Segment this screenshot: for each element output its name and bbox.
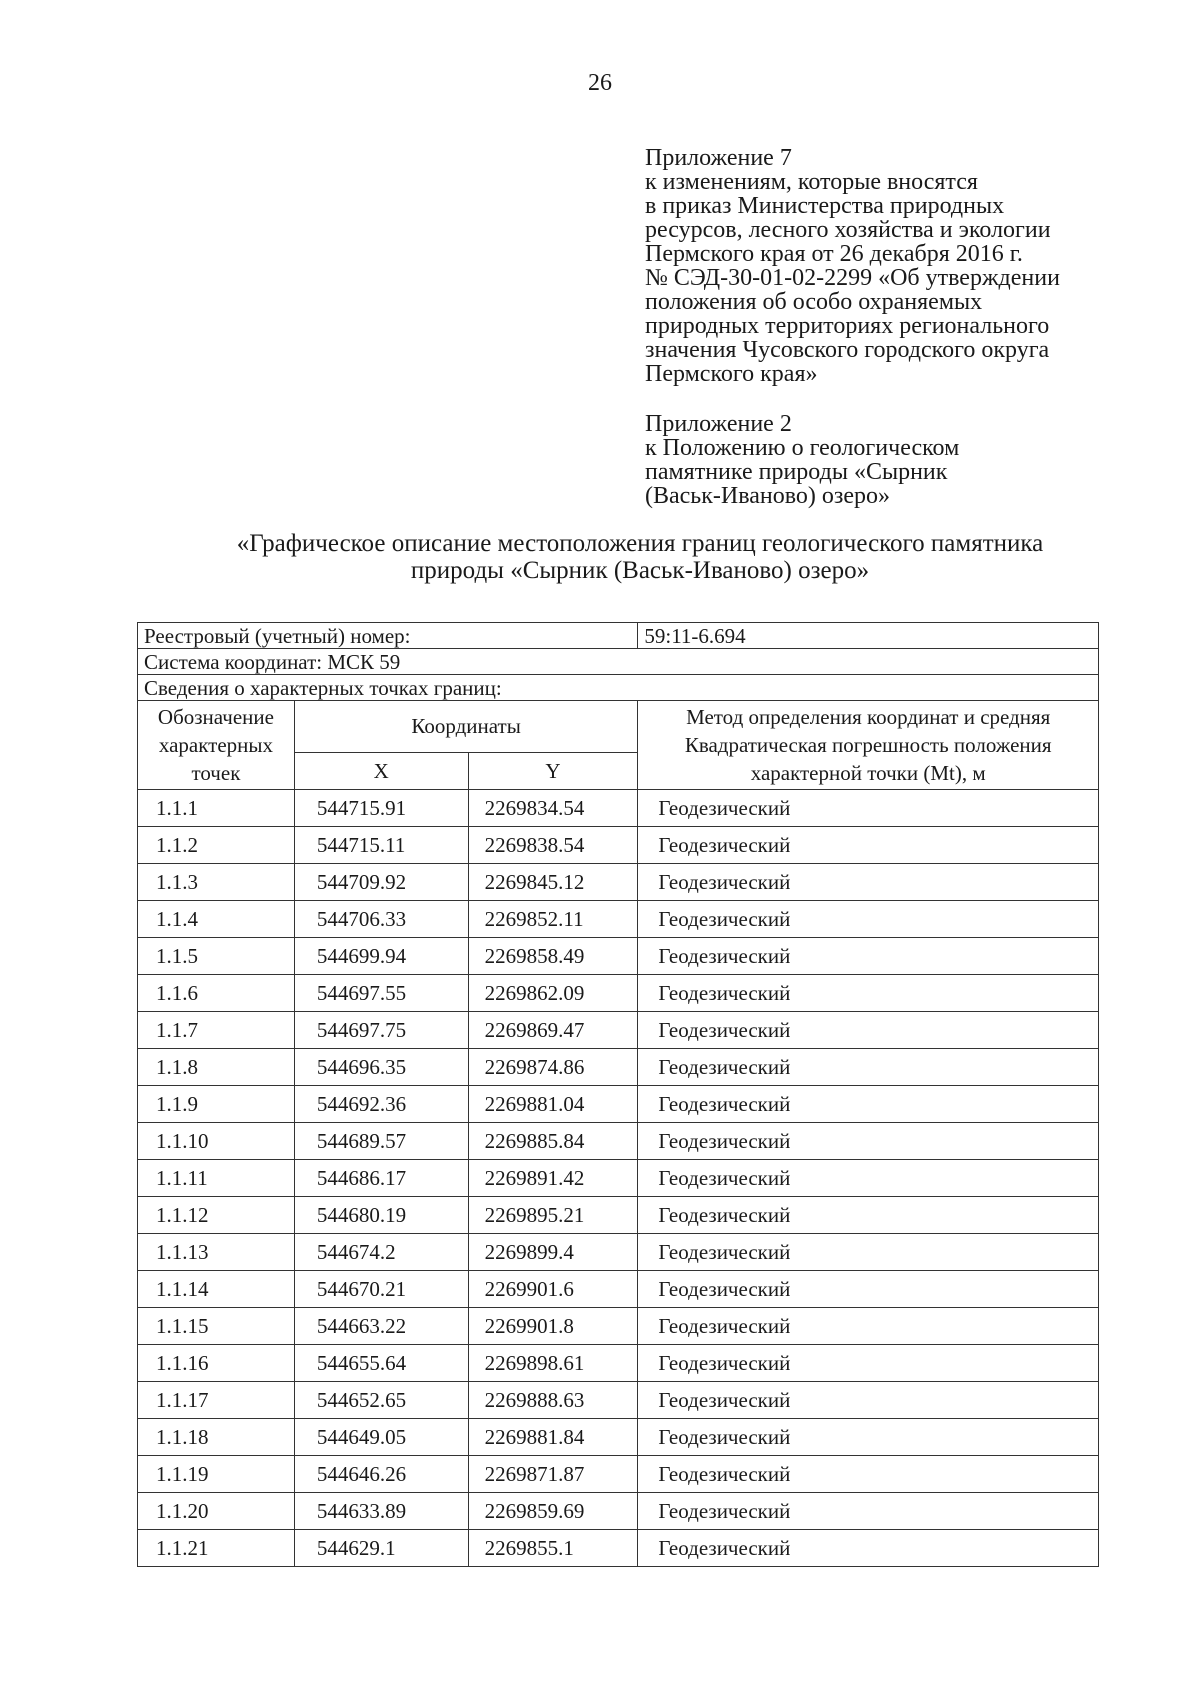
cell-point: 1.1.15	[138, 1308, 295, 1345]
cell-method: Геодезический	[638, 1493, 1099, 1530]
table-row	[138, 1345, 1099, 1382]
coord-system-row	[138, 649, 1099, 675]
col-header-method	[638, 701, 1099, 790]
annex-7-line: Приложение 7	[645, 145, 792, 171]
table-row	[138, 1456, 1099, 1493]
cell-y: 2269852.11	[468, 901, 638, 938]
cell-x: 544663.22	[294, 1308, 468, 1345]
annex-7-line: положения об особо охраняемых	[645, 289, 983, 315]
cell-x: 544649.05	[294, 1419, 468, 1456]
cell-method: Геодезический	[638, 864, 1099, 901]
table-row	[138, 1160, 1099, 1197]
cell-method: Геодезический	[638, 901, 1099, 938]
cell-method: Геодезический	[638, 827, 1099, 864]
cell-x: 544697.55	[294, 975, 468, 1012]
registry-value: 59:11-6.694	[638, 623, 1099, 649]
annex-7-line: Пермского края»	[645, 361, 818, 387]
table-row	[138, 1086, 1099, 1123]
cell-y: 2269859.69	[468, 1493, 638, 1530]
cell-x: 544670.21	[294, 1271, 468, 1308]
cell-point: 1.1.17	[138, 1382, 295, 1419]
cell-point: 1.1.2	[138, 827, 295, 864]
col-header-x: X	[294, 753, 468, 790]
cell-point: 1.1.8	[138, 1049, 295, 1086]
table-row	[138, 790, 1099, 827]
cell-y: 2269834.54	[468, 790, 638, 827]
annex-2-line: Приложение 2	[645, 411, 792, 437]
cell-x: 544709.92	[294, 864, 468, 901]
cell-point: 1.1.13	[138, 1234, 295, 1271]
col-header-y: Y	[468, 753, 638, 790]
cell-point: 1.1.18	[138, 1419, 295, 1456]
cell-y: 2269869.47	[468, 1012, 638, 1049]
cell-point: 1.1.16	[138, 1345, 295, 1382]
cell-y: 2269838.54	[468, 827, 638, 864]
annex-7-line: ресурсов, лесного хозяйства и экологии	[645, 217, 1051, 243]
table-row	[138, 1419, 1099, 1456]
table-row	[138, 864, 1099, 901]
cell-y: 2269845.12	[468, 864, 638, 901]
cell-y: 2269885.84	[468, 1123, 638, 1160]
cell-x: 544655.64	[294, 1345, 468, 1382]
cell-point: 1.1.20	[138, 1493, 295, 1530]
table-row	[138, 827, 1099, 864]
cell-method: Геодезический	[638, 1086, 1099, 1123]
cell-x: 544715.11	[294, 827, 468, 864]
col-header-point-line: характерных	[158, 733, 273, 757]
cell-point: 1.1.10	[138, 1123, 295, 1160]
cell-x: 544674.2	[294, 1234, 468, 1271]
registry-label: Реестровый (учетный) номер:	[138, 623, 638, 649]
table-row	[138, 1493, 1099, 1530]
col-header-point	[138, 701, 295, 790]
cell-y: 2269888.63	[468, 1382, 638, 1419]
cell-x: 544706.33	[294, 901, 468, 938]
table-row	[138, 1234, 1099, 1271]
cell-x: 544692.36	[294, 1086, 468, 1123]
cell-y: 2269855.1	[468, 1530, 638, 1567]
cell-point: 1.1.4	[138, 901, 295, 938]
table-row	[138, 938, 1099, 975]
col-header-method-line: Метод определения координат и средняя	[686, 705, 1051, 729]
cell-method: Геодезический	[638, 1308, 1099, 1345]
cell-point: 1.1.19	[138, 1456, 295, 1493]
cell-point: 1.1.11	[138, 1160, 295, 1197]
cell-y: 2269901.8	[468, 1308, 638, 1345]
cell-y: 2269858.49	[468, 938, 638, 975]
cell-y: 2269881.04	[468, 1086, 638, 1123]
table-body	[138, 790, 1099, 1567]
cell-method: Геодезический	[638, 975, 1099, 1012]
cell-point: 1.1.21	[138, 1530, 295, 1567]
annex-7-block	[645, 146, 1165, 386]
cell-point: 1.1.14	[138, 1271, 295, 1308]
document-title-line: природы «Сырник (Васьк-Иваново) озеро»	[410, 557, 870, 584]
cell-method: Геодезический	[638, 1160, 1099, 1197]
table-row	[138, 1382, 1099, 1419]
cell-y: 2269898.61	[468, 1345, 638, 1382]
cell-x: 544697.75	[294, 1012, 468, 1049]
cell-x: 544680.19	[294, 1197, 468, 1234]
annex-7-line: Пермского края от 26 декабря 2016 г.	[645, 241, 1023, 267]
cell-x: 544699.94	[294, 938, 468, 975]
registry-row	[138, 623, 1099, 649]
points-info: Сведения о характерных точках границ:	[138, 675, 1099, 701]
cell-method: Геодезический	[638, 1197, 1099, 1234]
cell-method: Геодезический	[638, 1345, 1099, 1382]
cell-method: Геодезический	[638, 938, 1099, 975]
cell-point: 1.1.12	[138, 1197, 295, 1234]
cell-point: 1.1.5	[138, 938, 295, 975]
cell-y: 2269871.87	[468, 1456, 638, 1493]
cell-method: Геодезический	[638, 1419, 1099, 1456]
col-header-point-line: Обозначение	[157, 705, 274, 729]
cell-x: 544633.89	[294, 1493, 468, 1530]
cell-x: 544689.57	[294, 1123, 468, 1160]
cell-y: 2269899.4	[468, 1234, 638, 1271]
page-number: 26	[588, 70, 612, 96]
cell-x: 544629.1	[294, 1530, 468, 1567]
document-title-line: «Графическое описание местоположения границ геологического памятника	[236, 530, 1044, 557]
cell-point: 1.1.6	[138, 975, 295, 1012]
col-header-method-line: характерной точки (Mt), м	[750, 761, 986, 785]
annex-2-line: (Васьк-Иваново) озеро»	[645, 483, 891, 509]
cell-point: 1.1.3	[138, 864, 295, 901]
col-header-coords: Координаты	[294, 701, 638, 753]
cell-y: 2269862.09	[468, 975, 638, 1012]
table-row	[138, 1123, 1099, 1160]
cell-method: Геодезический	[638, 1382, 1099, 1419]
table-row	[138, 1012, 1099, 1049]
cell-x: 544696.35	[294, 1049, 468, 1086]
cell-x: 544646.26	[294, 1456, 468, 1493]
col-header-method-line: Квадратическая погрешность положения	[684, 733, 1052, 757]
coord-system: Система координат: МСК 59	[138, 649, 1099, 675]
cell-x: 544652.65	[294, 1382, 468, 1419]
cell-method: Геодезический	[638, 1123, 1099, 1160]
table-row	[138, 975, 1099, 1012]
table-row	[138, 1530, 1099, 1567]
cell-y: 2269891.42	[468, 1160, 638, 1197]
cell-y: 2269895.21	[468, 1197, 638, 1234]
cell-y: 2269881.84	[468, 1419, 638, 1456]
document-title	[100, 530, 1180, 584]
table-row	[138, 1271, 1099, 1308]
annex-7-line: природных территориях регионального	[645, 313, 1050, 339]
points-info-row	[138, 675, 1099, 701]
cell-y: 2269874.86	[468, 1049, 638, 1086]
annex-2-block	[645, 412, 1165, 508]
cell-method: Геодезический	[638, 1012, 1099, 1049]
cell-y: 2269901.6	[468, 1271, 638, 1308]
cell-x: 544715.91	[294, 790, 468, 827]
table-row	[138, 901, 1099, 938]
annex-2-line: памятнике природы «Сырник	[645, 459, 948, 485]
table-row	[138, 1197, 1099, 1234]
annex-7-line: к изменениям, которые вносятся	[645, 169, 978, 195]
col-header-point-line: точек	[191, 761, 241, 785]
table-row	[138, 1049, 1099, 1086]
cell-method: Геодезический	[638, 790, 1099, 827]
annex-7-line: значения Чусовского городского округа	[645, 337, 1050, 363]
cell-point: 1.1.1	[138, 790, 295, 827]
cell-method: Геодезический	[638, 1456, 1099, 1493]
cell-method: Геодезический	[638, 1234, 1099, 1271]
boundary-points-table	[137, 622, 1099, 1567]
cell-method: Геодезический	[638, 1530, 1099, 1567]
cell-point: 1.1.9	[138, 1086, 295, 1123]
cell-method: Геодезический	[638, 1049, 1099, 1086]
table-header-row	[138, 701, 1099, 753]
annex-2-line: к Положению о геологическом	[645, 435, 960, 461]
annex-7-line: № СЭД-30-01-02-2299 «Об утверждении	[645, 265, 1060, 291]
annex-7-line: в приказ Министерства природных	[645, 193, 1005, 219]
cell-method: Геодезический	[638, 1271, 1099, 1308]
table-row	[138, 1308, 1099, 1345]
cell-point: 1.1.7	[138, 1012, 295, 1049]
cell-x: 544686.17	[294, 1160, 468, 1197]
